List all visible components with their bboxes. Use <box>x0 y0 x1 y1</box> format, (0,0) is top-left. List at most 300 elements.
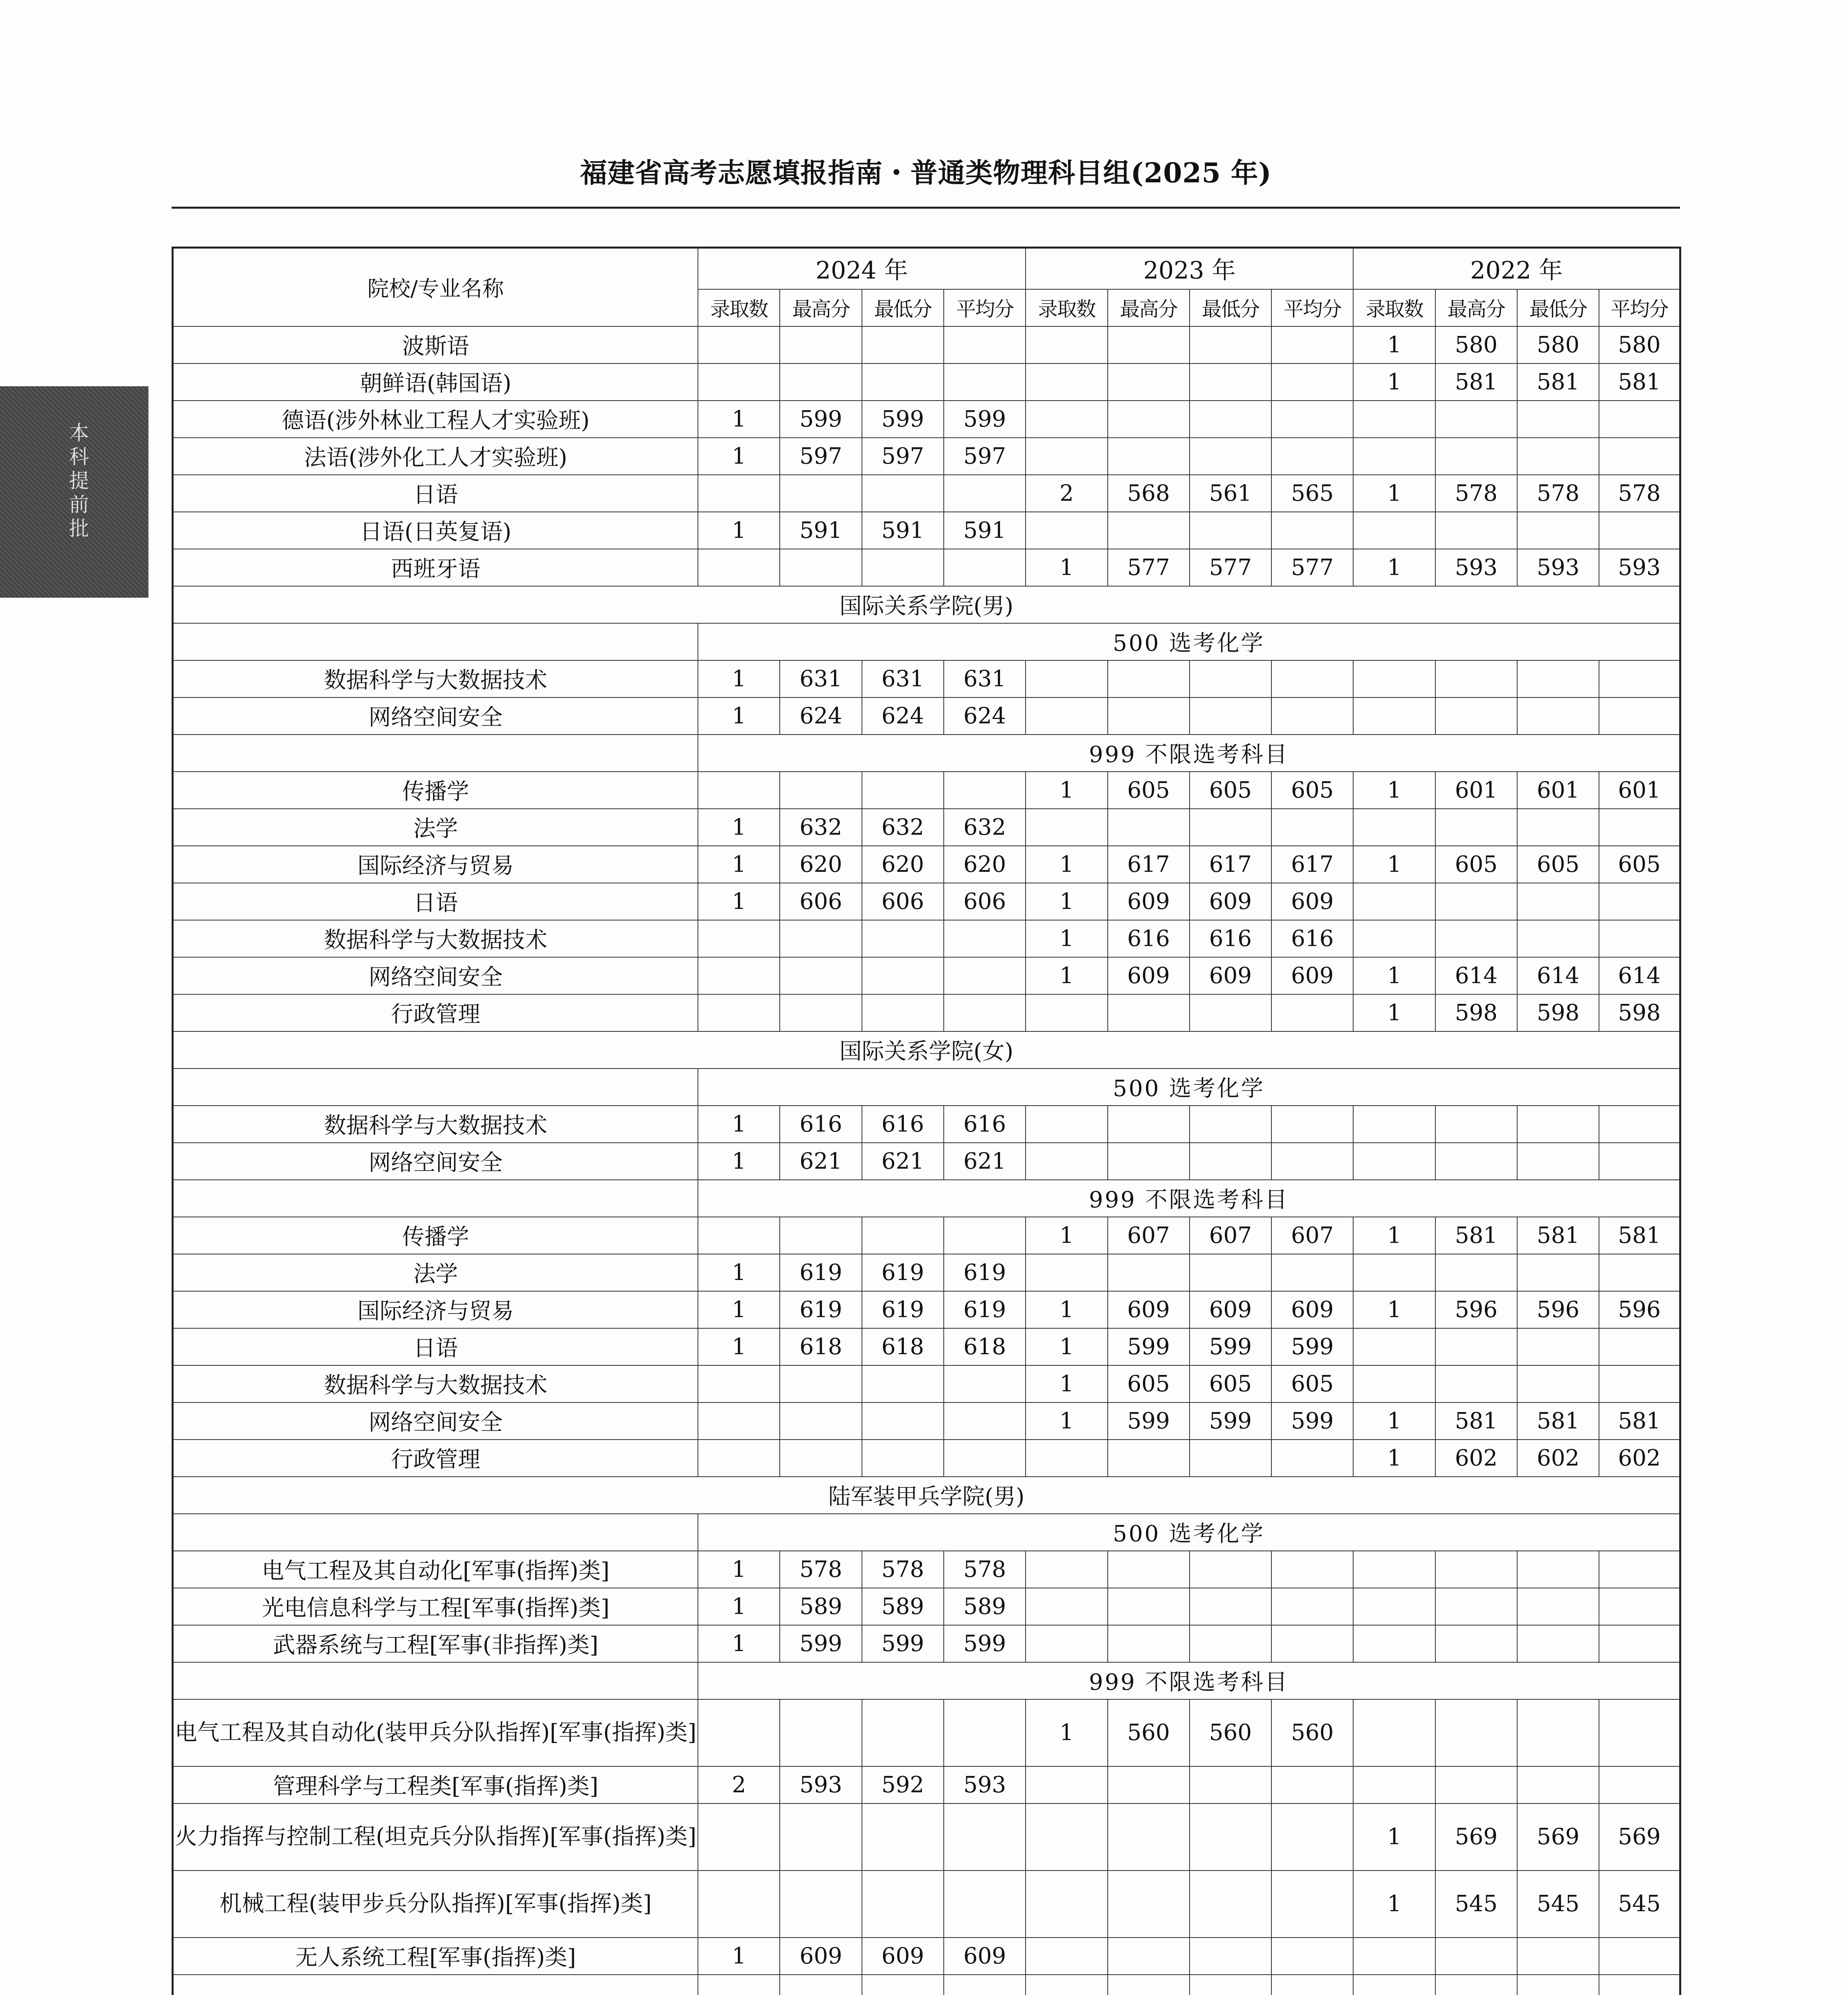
score-cell <box>1517 1328 1599 1365</box>
table-row <box>173 772 1680 809</box>
score-cell: 589 <box>862 1588 944 1625</box>
score-cell <box>698 1365 780 1402</box>
score-cell <box>1599 1328 1680 1365</box>
score-cell: 599 <box>1271 1328 1353 1365</box>
score-cell: 599 <box>862 1625 944 1662</box>
score-cell: 1 <box>698 401 780 438</box>
page-header-title: 福建省高考志愿填报指南・普通类物理科目组(2025 年) <box>580 157 1272 189</box>
score-cell: 631 <box>862 660 944 697</box>
score-cell <box>1353 401 1435 438</box>
score-cell: 1 <box>1026 1402 1107 1440</box>
score-cell <box>1108 1975 1190 1995</box>
column-header: 录取数 <box>1026 289 1107 326</box>
score-cell <box>1517 438 1599 475</box>
score-cell <box>1271 660 1353 697</box>
score-cell: 581 <box>1517 363 1599 401</box>
score-cell <box>1599 809 1680 846</box>
table-row <box>173 1291 1680 1328</box>
table-row <box>173 1551 1680 1588</box>
score-cell: 609 <box>1190 883 1271 920</box>
score-cell: 606 <box>862 883 944 920</box>
score-cell <box>1271 809 1353 846</box>
score-cell <box>1517 1975 1599 1995</box>
score-cell <box>1026 1938 1107 1975</box>
table-row <box>173 438 1680 475</box>
score-cell: 631 <box>780 660 862 697</box>
score-cell: 1 <box>1353 994 1435 1031</box>
score-cell: 609 <box>1271 1291 1353 1328</box>
score-cell <box>1599 1551 1680 1588</box>
score-cell <box>1108 1766 1190 1803</box>
subject-group-row <box>173 735 1680 772</box>
score-cell <box>1271 1803 1353 1871</box>
subject-group-label: 500 选考化学 <box>698 1069 1680 1106</box>
year-header-2023: 2023 年 <box>1026 248 1353 289</box>
blank-cell <box>173 623 698 660</box>
score-cell: 1 <box>698 1291 780 1328</box>
score-cell <box>1435 401 1517 438</box>
score-cell: 578 <box>862 1551 944 1588</box>
score-cell <box>862 1871 944 1938</box>
score-cell <box>1353 1106 1435 1143</box>
score-cell <box>780 772 862 809</box>
score-cell <box>1435 1588 1517 1625</box>
score-cell <box>1435 438 1517 475</box>
institution-name: 国际关系学院(女) <box>173 1031 1680 1069</box>
side-tab <box>0 386 148 598</box>
subject-group-label: 999 不限选考科目 <box>698 1180 1680 1217</box>
score-cell <box>780 363 862 401</box>
score-cell: 606 <box>780 883 862 920</box>
score-cell: 618 <box>862 1328 944 1365</box>
score-cell <box>862 1365 944 1402</box>
score-cell <box>1108 512 1190 549</box>
score-cell <box>1599 697 1680 735</box>
score-cell <box>1435 1551 1517 1588</box>
side-tab-label: 本科提前批 <box>66 422 89 542</box>
score-cell: 624 <box>862 697 944 735</box>
table-row <box>173 1766 1680 1803</box>
year-header-2022: 2022 年 <box>1353 248 1680 289</box>
subject-group-row <box>173 1662 1680 1699</box>
score-cell <box>1026 1803 1107 1871</box>
score-cell: 578 <box>1435 475 1517 512</box>
score-cell <box>1190 512 1271 549</box>
table-row <box>173 1254 1680 1291</box>
score-cell: 632 <box>780 809 862 846</box>
score-cell: 597 <box>944 438 1026 475</box>
score-cell: 1 <box>1353 363 1435 401</box>
score-cell: 619 <box>862 1291 944 1328</box>
major-name: 武器系统与工程[军事(非指挥)类] <box>173 1625 698 1662</box>
score-cell <box>1435 1625 1517 1662</box>
table-row <box>173 1106 1680 1143</box>
score-cell <box>1108 1588 1190 1625</box>
score-cell: 620 <box>944 846 1026 883</box>
score-cell: 599 <box>780 1625 862 1662</box>
score-cell: 617 <box>1271 846 1353 883</box>
score-cell <box>1108 660 1190 697</box>
major-name: 火力指挥与控制工程(坦克兵分队指挥)[军事(指挥)类] <box>173 1803 698 1871</box>
table-row <box>173 697 1680 735</box>
score-cell: 616 <box>1108 920 1190 957</box>
score-cell <box>1190 326 1271 363</box>
subject-group-row <box>173 1514 1680 1551</box>
score-cell <box>1599 883 1680 920</box>
score-cell <box>944 1217 1026 1254</box>
score-cell <box>1599 1588 1680 1625</box>
score-cell <box>1108 1254 1190 1291</box>
score-cell <box>1190 660 1271 697</box>
score-cell <box>1353 697 1435 735</box>
major-name: 波斯语 <box>173 326 698 363</box>
score-cell <box>780 957 862 994</box>
score-cell: 596 <box>1599 1291 1680 1328</box>
major-name: 国际经济与贸易 <box>173 846 698 883</box>
score-cell <box>1353 883 1435 920</box>
score-cell <box>1517 1551 1599 1588</box>
score-cell <box>1599 401 1680 438</box>
table-row <box>173 1402 1680 1440</box>
score-cell: 577 <box>1190 549 1271 586</box>
score-cell <box>1599 1625 1680 1662</box>
table-row <box>173 660 1680 697</box>
score-cell: 1 <box>1026 883 1107 920</box>
score-cell: 614 <box>1599 957 1680 994</box>
score-cell <box>1517 401 1599 438</box>
major-name: 数据科学与大数据技术 <box>173 920 698 957</box>
score-cell <box>944 475 1026 512</box>
score-cell: 598 <box>1599 994 1680 1031</box>
score-cell: 617 <box>1190 846 1271 883</box>
institution-name: 陆军装甲兵学院(男) <box>173 1477 1680 1514</box>
admission-score-table <box>172 247 1681 1995</box>
score-cell: 569 <box>1599 1803 1680 1871</box>
score-cell <box>1435 920 1517 957</box>
major-name: 日语 <box>173 883 698 920</box>
score-cell <box>1435 1254 1517 1291</box>
score-cell: 614 <box>1517 957 1599 994</box>
score-cell <box>862 994 944 1031</box>
column-header: 平均分 <box>1599 289 1680 326</box>
score-cell: 1 <box>1353 1871 1435 1938</box>
score-cell <box>862 772 944 809</box>
score-cell <box>862 957 944 994</box>
score-cell <box>780 1975 862 1995</box>
major-name: 数据科学与大数据技术 <box>173 1106 698 1143</box>
major-name: 传播学 <box>173 1217 698 1254</box>
score-cell <box>1271 1588 1353 1625</box>
column-header: 最低分 <box>862 289 944 326</box>
score-cell: 605 <box>1517 846 1599 883</box>
score-cell <box>1517 1625 1599 1662</box>
score-cell <box>780 1440 862 1477</box>
score-cell <box>1026 512 1107 549</box>
score-cell: 580 <box>1435 326 1517 363</box>
score-cell: 1 <box>1353 326 1435 363</box>
score-cell <box>944 363 1026 401</box>
major-name: 电气工程及其自动化[军事(指挥)类] <box>173 1551 698 1588</box>
major-name: 机械工程(装甲步兵分队指挥)[军事(指挥)类] <box>173 1871 698 1938</box>
score-cell: 581 <box>1517 1402 1599 1440</box>
score-cell <box>1190 1551 1271 1588</box>
score-cell: 618 <box>780 1328 862 1365</box>
table-row <box>173 957 1680 994</box>
blank-cell <box>173 1662 698 1699</box>
score-cell <box>1599 512 1680 549</box>
score-cell: 601 <box>1599 772 1680 809</box>
score-cell: 581 <box>1517 1217 1599 1254</box>
score-cell: 560 <box>1108 1699 1190 1766</box>
score-cell <box>1108 1938 1190 1975</box>
score-cell <box>1517 1588 1599 1625</box>
score-cell: 581 <box>1435 1402 1517 1440</box>
score-cell <box>1026 660 1107 697</box>
score-cell <box>1026 809 1107 846</box>
score-cell: 578 <box>780 1551 862 1588</box>
score-cell <box>1517 1699 1599 1766</box>
score-cell: 631 <box>944 660 1026 697</box>
score-cell <box>1353 1975 1435 1995</box>
score-cell: 593 <box>1517 549 1599 586</box>
score-cell <box>1190 1143 1271 1180</box>
table-row <box>173 401 1680 438</box>
score-cell <box>1353 438 1435 475</box>
table-row <box>173 1938 1680 1975</box>
score-cell: 581 <box>1435 363 1517 401</box>
table-row <box>173 809 1680 846</box>
score-cell: 578 <box>944 1551 1026 1588</box>
score-cell: 616 <box>944 1106 1026 1143</box>
institution-row <box>173 586 1680 623</box>
score-cell <box>1271 697 1353 735</box>
score-cell <box>944 957 1026 994</box>
score-cell <box>698 920 780 957</box>
score-cell <box>1190 401 1271 438</box>
score-cell <box>862 363 944 401</box>
score-cell: 624 <box>780 697 862 735</box>
score-cell <box>1108 1551 1190 1588</box>
score-cell <box>944 549 1026 586</box>
score-cell: 1 <box>1026 920 1107 957</box>
score-cell <box>1108 363 1190 401</box>
column-header: 最低分 <box>1190 289 1271 326</box>
score-cell: 617 <box>1108 846 1190 883</box>
score-cell <box>944 994 1026 1031</box>
major-name: 西班牙语 <box>173 549 698 586</box>
major-name: 管理科学与工程类[军事(指挥)类] <box>173 1766 698 1803</box>
score-cell <box>862 1975 944 1995</box>
score-cell: 578 <box>1517 475 1599 512</box>
score-cell <box>862 475 944 512</box>
score-cell <box>862 1699 944 1766</box>
column-header: 最高分 <box>1108 289 1190 326</box>
major-name: 无人系统工程[军事(指挥)类] <box>173 1938 698 1975</box>
score-cell <box>1271 401 1353 438</box>
score-cell: 621 <box>780 1143 862 1180</box>
table-row <box>173 994 1680 1031</box>
score-cell <box>1271 1551 1353 1588</box>
score-cell <box>1599 1938 1680 1975</box>
score-cell: 596 <box>1517 1291 1599 1328</box>
score-cell <box>698 326 780 363</box>
score-cell: 616 <box>1271 920 1353 957</box>
score-cell <box>1353 660 1435 697</box>
score-cell: 1 <box>1026 1217 1107 1254</box>
score-cell: 632 <box>944 809 1026 846</box>
score-cell: 1 <box>1026 957 1107 994</box>
score-cell: 609 <box>1190 1291 1271 1328</box>
score-cell: 593 <box>780 1766 862 1803</box>
score-cell <box>1517 1365 1599 1402</box>
score-cell: 1 <box>1026 1328 1107 1365</box>
score-cell: 581 <box>1435 1217 1517 1254</box>
table-row <box>173 363 1680 401</box>
score-cell: 605 <box>1271 772 1353 809</box>
score-cell: 624 <box>944 697 1026 735</box>
score-cell <box>1271 326 1353 363</box>
score-cell: 545 <box>1435 1871 1517 1938</box>
year-header-row <box>173 248 1680 289</box>
score-cell <box>780 1871 862 1938</box>
subject-group-row <box>173 1069 1680 1106</box>
score-cell: 580 <box>1599 326 1680 363</box>
blank-cell <box>173 1069 698 1106</box>
score-cell: 1 <box>1026 772 1107 809</box>
score-cell: 1 <box>1353 1217 1435 1254</box>
score-cell: 609 <box>1190 957 1271 994</box>
subject-group-row <box>173 1180 1680 1217</box>
score-cell: 565 <box>1271 475 1353 512</box>
score-cell <box>1517 512 1599 549</box>
score-cell <box>1353 920 1435 957</box>
score-cell <box>1271 1254 1353 1291</box>
score-cell: 568 <box>1108 475 1190 512</box>
major-name: 法语(涉外化工人才实验班) <box>173 438 698 475</box>
score-cell: 593 <box>944 1766 1026 1803</box>
major-name: 数据科学与大数据技术 <box>173 1365 698 1402</box>
score-cell: 616 <box>862 1106 944 1143</box>
score-cell <box>780 994 862 1031</box>
score-cell: 605 <box>1599 846 1680 883</box>
score-cell: 578 <box>1599 475 1680 512</box>
score-cell <box>698 1871 780 1938</box>
score-cell: 605 <box>1271 1365 1353 1402</box>
score-cell <box>698 475 780 512</box>
score-cell: 621 <box>944 1143 1026 1180</box>
table-row <box>173 475 1680 512</box>
score-cell <box>1190 1588 1271 1625</box>
major-name: 日语(日英复语) <box>173 512 698 549</box>
score-cell <box>1026 1766 1107 1803</box>
score-cell <box>698 363 780 401</box>
score-cell: 619 <box>780 1254 862 1291</box>
score-cell: 602 <box>1435 1440 1517 1477</box>
score-cell: 605 <box>1435 846 1517 883</box>
score-cell <box>698 1975 780 1995</box>
score-cell: 620 <box>780 846 862 883</box>
score-cell: 609 <box>944 1938 1026 1975</box>
score-cell: 609 <box>862 1938 944 1975</box>
score-cell: 581 <box>1599 363 1680 401</box>
score-cell <box>944 1803 1026 1871</box>
score-cell: 607 <box>1108 1217 1190 1254</box>
score-cell <box>944 1440 1026 1477</box>
score-cell: 1 <box>698 1938 780 1975</box>
score-cell: 545 <box>1599 1871 1680 1938</box>
score-cell: 601 <box>1517 772 1599 809</box>
major-name: 德语(涉外林业工程人才实验班) <box>173 401 698 438</box>
score-cell <box>1026 1106 1107 1143</box>
score-cell: 560 <box>1190 1699 1271 1766</box>
score-cell <box>1108 1143 1190 1180</box>
score-cell: 596 <box>1435 1291 1517 1328</box>
score-cell <box>1517 1938 1599 1975</box>
score-cell: 1 <box>1353 846 1435 883</box>
score-cell <box>1026 1625 1107 1662</box>
column-header: 平均分 <box>1271 289 1353 326</box>
score-cell <box>1026 326 1107 363</box>
score-cell: 609 <box>1108 883 1190 920</box>
score-cell: 609 <box>1271 883 1353 920</box>
year-header-2024: 2024 年 <box>698 248 1026 289</box>
score-cell <box>944 1365 1026 1402</box>
score-cell <box>1599 438 1680 475</box>
score-cell <box>1599 920 1680 957</box>
score-cell <box>1435 1143 1517 1180</box>
score-cell <box>1271 1143 1353 1180</box>
score-cell: 1 <box>698 1143 780 1180</box>
score-cell <box>780 1699 862 1766</box>
score-cell: 1 <box>698 1254 780 1291</box>
score-cell <box>1190 438 1271 475</box>
score-cell <box>1271 512 1353 549</box>
score-cell: 1 <box>1026 1365 1107 1402</box>
score-cell <box>1599 1143 1680 1180</box>
major-name: 国际经济与贸易 <box>173 1291 698 1328</box>
score-cell: 1 <box>698 1625 780 1662</box>
score-cell <box>944 772 1026 809</box>
table-row <box>173 549 1680 586</box>
score-cell <box>1108 1440 1190 1477</box>
major-name: 日语 <box>173 1328 698 1365</box>
score-cell <box>1190 994 1271 1031</box>
score-cell <box>698 1699 780 1766</box>
score-cell: 616 <box>780 1106 862 1143</box>
table-row <box>173 512 1680 549</box>
major-name: 传播学 <box>173 772 698 809</box>
score-cell <box>1108 809 1190 846</box>
blank-cell <box>173 735 698 772</box>
subject-group-label: 999 不限选考科目 <box>698 735 1680 772</box>
score-cell: 602 <box>1517 1440 1599 1477</box>
table-body <box>173 326 1680 1995</box>
score-cell: 609 <box>1271 957 1353 994</box>
score-cell <box>1108 1106 1190 1143</box>
table-row <box>173 1588 1680 1625</box>
score-cell <box>1271 1440 1353 1477</box>
major-name: 网络空间安全 <box>173 957 698 994</box>
score-cell: 1 <box>1353 1803 1435 1871</box>
score-cell <box>780 326 862 363</box>
score-cell: 598 <box>1435 994 1517 1031</box>
score-cell <box>1599 1699 1680 1766</box>
score-cell: 599 <box>944 401 1026 438</box>
score-cell <box>780 1217 862 1254</box>
score-cell <box>1517 1254 1599 1291</box>
score-cell <box>1271 994 1353 1031</box>
score-cell: 1 <box>1353 1402 1435 1440</box>
